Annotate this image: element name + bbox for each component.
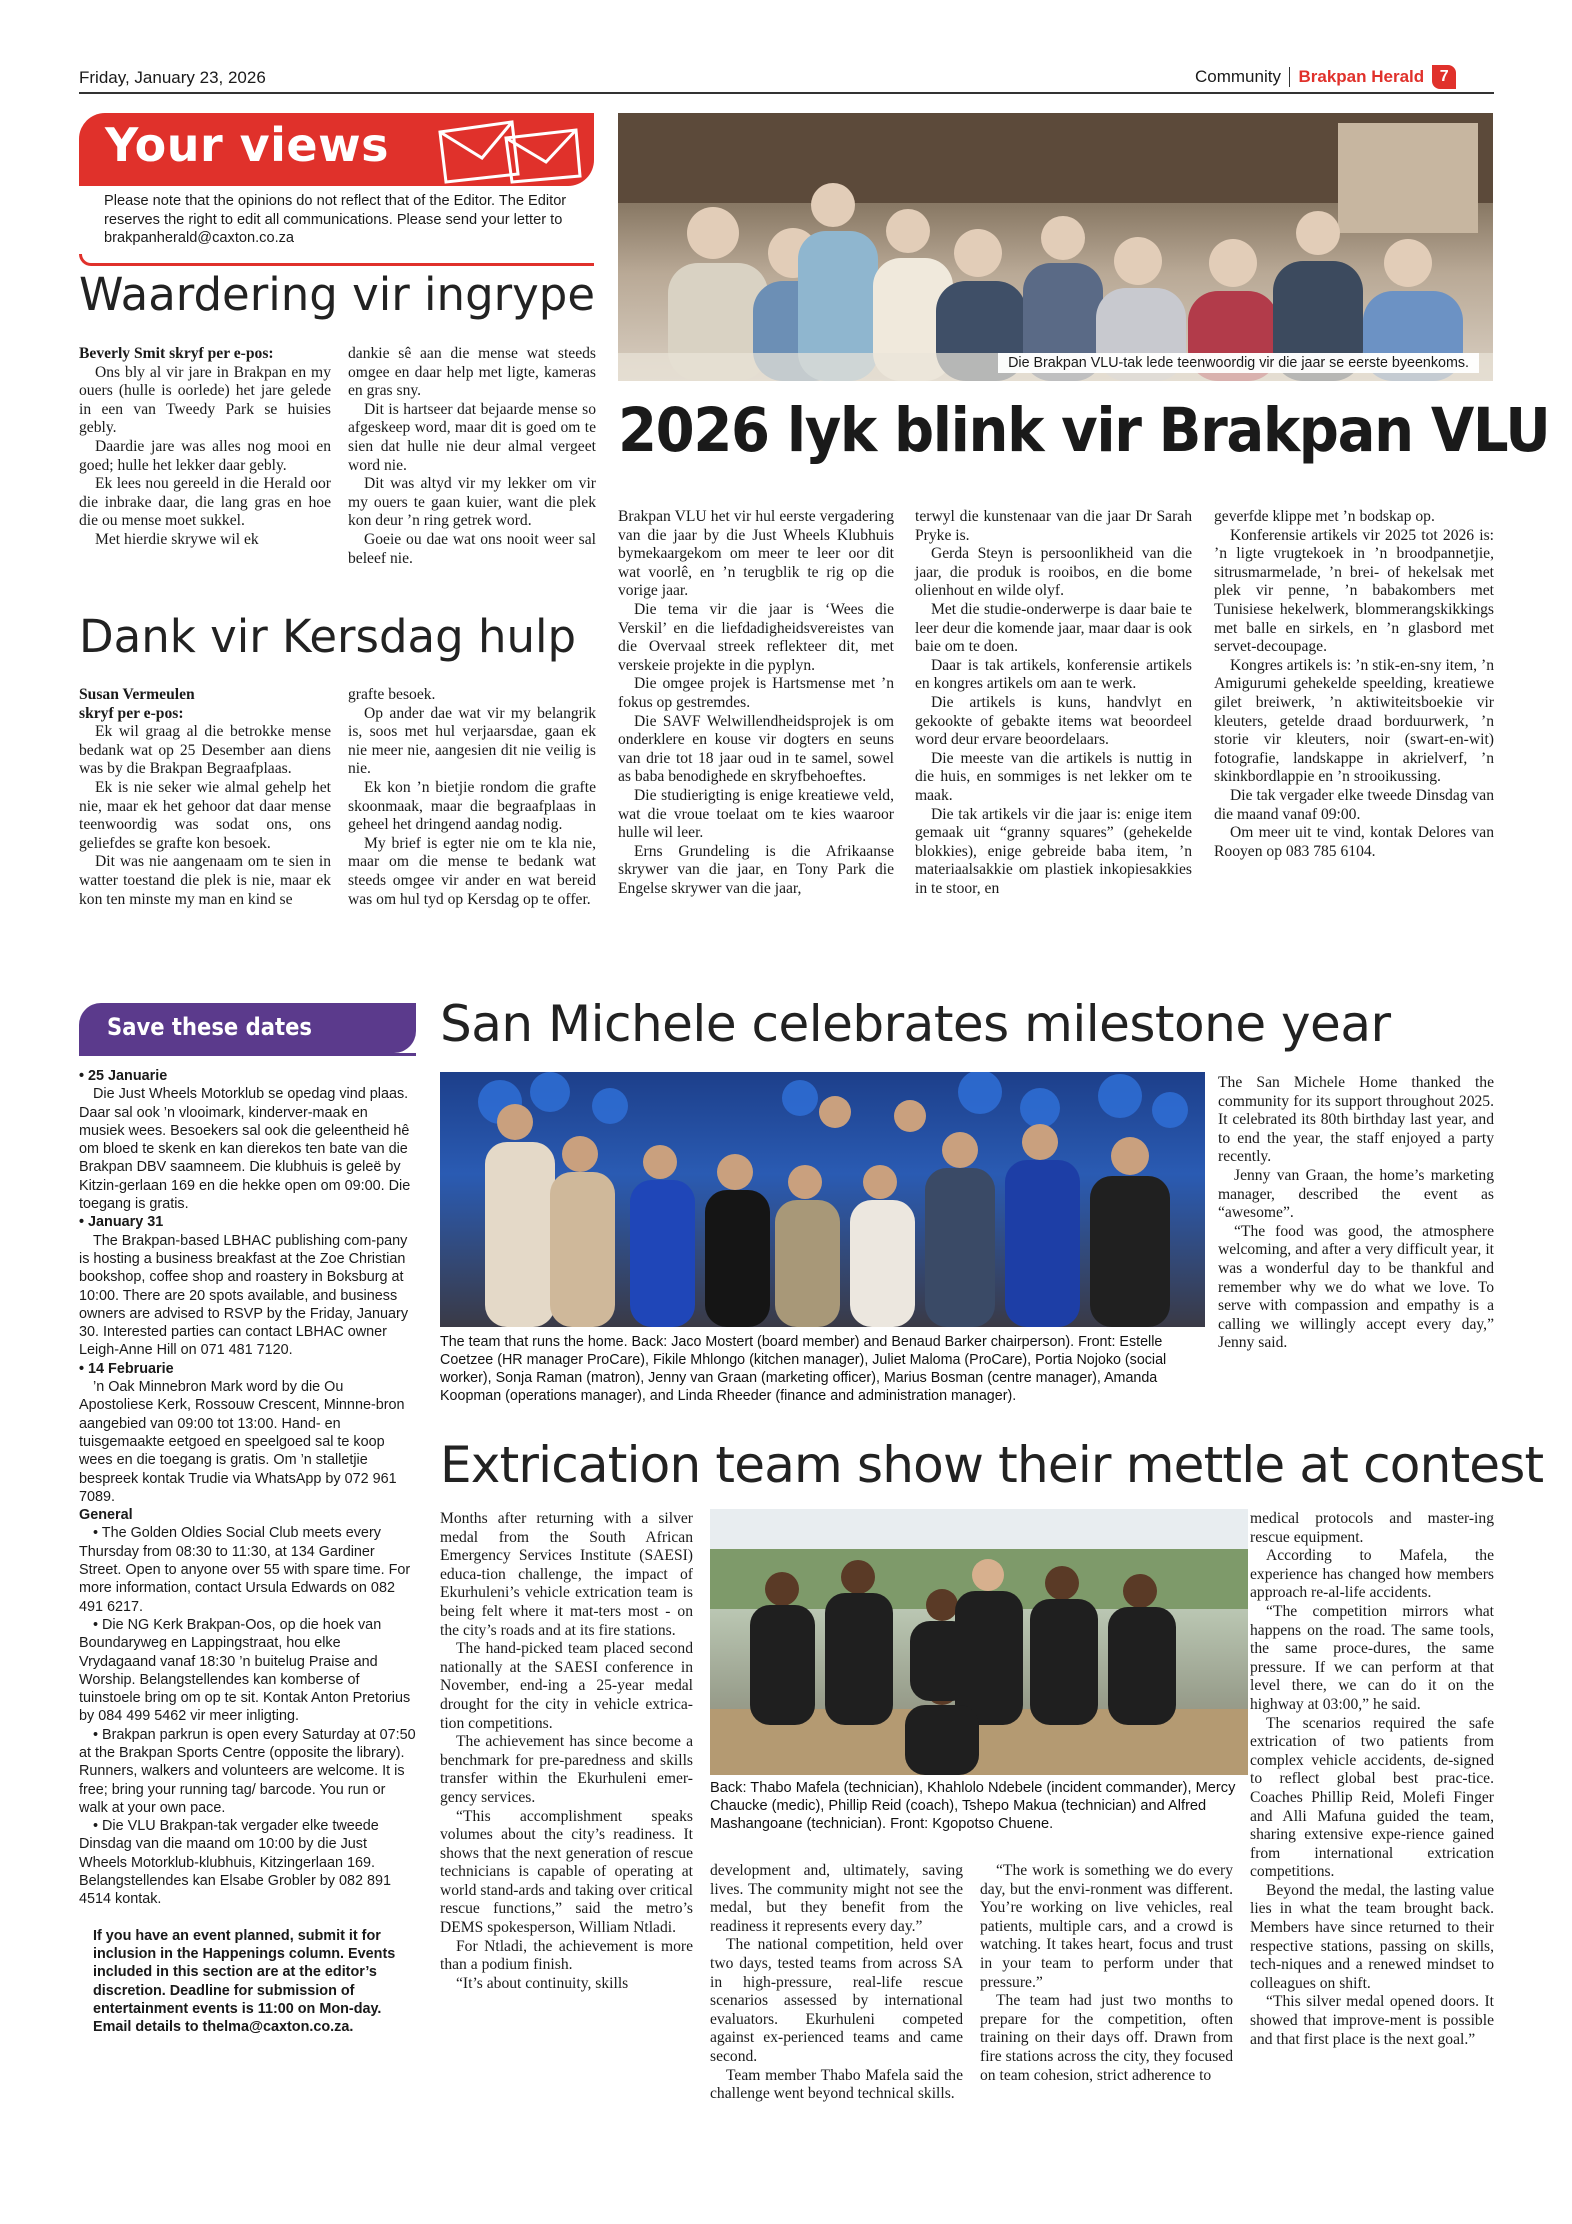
date-heading: • 14 Februarie <box>79 1360 174 1377</box>
date-heading: • January 31 <box>79 1214 164 1231</box>
paragraph: Met die studie-onderwerpe is daar baie te leer deur die komende jaar, maar daar is ook baie om te doen. <box>915 600 1192 656</box>
extrication-col4 <box>1250 1510 1494 2049</box>
paragraph: Beyond the medal, the lasting value lies in what the team brought back. Members have since returned to their respective stations, passing on skills, tech-niques and a renewed mindset to colleagues on shift. <box>1250 1881 1494 1992</box>
rescue-team-illustration <box>710 1509 1248 1775</box>
paragraph: Kongres artikels is: ’n stik-en-sny item, ’n Amigurumi gehekelde speelding, kreatiewe gilet breiwerk, ’n aktiwiteitsboekie vir kleuters, getelde draad borduurwerk, ’n storie vir kleuters, noir (swart-en-wit) fotografie, landskappe in akrielverf, ’n skinkbordlappie en ’n strooikussing. <box>1214 656 1494 786</box>
sanmichele-body <box>1218 1074 1494 1353</box>
sanmichele-caption: The team that runs the home. Back: Jaco Mostert (board member) and Benaud Barker chairperson). Front: Estelle Coetzee (HR manager ProCare), Fikile Mhlongo (kitchen manager), Juliet Maloma (ProCare), Portia Nojoko (social worker), Sonja Raman (matron), Jenny van Graan (marketing officer), Marius Bosman (centre manager), Amanda Koopman (operations manager), and Linda Rheeder (finance and administration manager). <box>440 1334 1167 1404</box>
paragraph: Ek wil graag al die betrokke mense bedank wat op 25 Desember aan diens was by die Brakpan Begraafplaas. <box>79 723 331 778</box>
date-heading: • 25 Januarie <box>79 1068 168 1084</box>
vlu-col1 <box>618 508 894 898</box>
vlu-photo <box>618 113 1493 381</box>
extrication-headline: Extrication team show their mettle at contest <box>440 1436 1544 1494</box>
vlu-col2 <box>915 508 1192 898</box>
paragraph: Brakpan VLU het vir hul eerste vergadering van die jaar by die Just Wheels Klubhuis bymekaargekom om meer te leer oor dit wat voorlê, en ’n terugblik te rig op die vorige jaar. <box>618 508 894 600</box>
paragraph: My brief is egter nie om te kla nie, maar om die mense te bedank wat steeds omgee vir ander en wat bereid was om hul tyd op Kersdag op te offer. <box>348 834 596 908</box>
letter1-headline: Waardering vir ingrype <box>79 268 596 321</box>
save-dates-banner <box>79 1003 416 1053</box>
paragraph: Ek is nie seker wie almal gehelp het nie, maar ek het gehoor dat daar mense teenwoordig was sodat ons, ons geliefdes se grafte kon besoek. <box>79 778 331 852</box>
paper-name: Brakpan Herald <box>1298 67 1425 86</box>
header-rule <box>79 92 1494 94</box>
date-body: • Brakpan parkrun is open every Saturday at 07:50 at the Brakpan Sports Centre (opposite the library). Runners, walkers and volunteers are welcome. It is free; bring your running tag/ barcode. You run or walk at your own pace. <box>79 1726 416 1816</box>
extrication-col3 <box>980 1862 1233 2085</box>
sanmichele-photo <box>440 1072 1205 1327</box>
save-dates-title: Save these dates <box>107 1013 312 1041</box>
paragraph: Ons bly al vir jare in Brakpan en my ouers (hulle is oorlede) het jare gelede in een van Tweedy Park se huisies gebly. <box>79 363 331 437</box>
paragraph: The San Michele Home thanked the community for its support throughout 2025. It celebrated its 80th birthday last year, and to end the year, the staff enjoyed a party recently. <box>1218 1074 1494 1166</box>
paragraph: Die tema vir die jaar is ‘Wees die Verskil’ en die liefdadigheidsvereistes van die Overvaal streek reflekteer dit, met verskeie projekte in die pyplyn. <box>618 600 894 674</box>
paragraph: Die studierigting is enige kreatiewe veld, wat die vroue toelaat om te kies waaroor hulle wil leer. <box>618 786 894 842</box>
save-dates-list <box>79 1067 416 2036</box>
letter1-col2 <box>348 345 596 568</box>
extrication-photo <box>710 1509 1248 1775</box>
vlu-col3 <box>1214 508 1494 861</box>
date-body: • The Golden Oldies Social Club meets every Thursday from 08:30 to 11:30, at 134 Gardiner Street. Open to anyone over 55 with spare time. For more information, contact Ursula Edwards on 082 491 6217. <box>79 1525 411 1615</box>
sanmichele-headline: San Michele celebrates milestone year <box>440 995 1391 1053</box>
paragraph: Team member Thabo Mafela said the challenge went beyond technical skills. <box>710 2066 963 2103</box>
header-masthead <box>1195 64 1456 90</box>
paragraph: The scenarios required the safe extrication of two patients from complex vehicle accidents, de-signed to reflect global best prac-tice. Coaches Phillip Reid, Molefi Finger and Alli Mafuna guided the team, sharing extensive expe-rience gained from international extrication competitions. <box>1250 1714 1494 1881</box>
paragraph: Daar is tak artikels, konferensie artikels en kongres artikels om aan te werk. <box>915 656 1192 693</box>
letter1-byline: Beverly Smit skryf per e-pos: <box>79 345 274 362</box>
paragraph: Die tak artikels vir die jaar is: enige item gemaak uit “granny squares” (gehekelde blokkies), enige gebreide baba item, ’n materiaalsakkie om plastiek inkopiesakkies in te stoor, en <box>915 805 1192 897</box>
letter2-headline: Dank vir Kersdag hulp <box>79 610 577 663</box>
letter1-col1 <box>79 345 331 550</box>
paragraph: grafte besoek. <box>348 686 436 703</box>
page-date: Friday, January 23, 2026 <box>79 68 266 87</box>
paragraph: Op ander dae wat vir my belangrik is, soos met hul verjaarsdae, gaan ek nie meer nie, aangesien dit nie veilig is nie. <box>348 704 596 778</box>
paragraph: “The work is something we do every day, but the envi-ronment was different. You’re working on live vehicles, real patients, multiple cars, and a crowd is watching. It takes heart, focus and trust in your team to perform under that pressure.” <box>980 1862 1233 1991</box>
your-views-note: Please note that the opinions do not reflect that of the Editor. The Editor reserves the right to edit all communications. Please send your letter to brakpanherald@caxton.co.za <box>104 193 567 246</box>
letter2-byline: skryf per e-pos: <box>79 704 184 722</box>
date-body: ’n Oak Minnebron Mark word by die Ou Apostoliese Kerk, Rossouw Crescent, Minnne-bron aangebied van 09:00 tot 13:00. Hand- en tuisgemaakte eetgoed en speelgoed sal te koop wees en die toegang is gratis. Om ’n stalletjie bespreek kontak Trudie via WhatsApp by 072 961 7089. <box>79 1379 405 1505</box>
paragraph: The national competition, held over two days, tested teams from across SA in high-pressure, real-life rescue scenarios assessed by international evaluators. Ekurhuleni competed against ex-perienced teams and came second. <box>710 1936 963 2065</box>
your-views-title: Your views <box>105 118 389 172</box>
your-views-banner <box>79 113 594 186</box>
date-heading: General <box>79 1507 133 1524</box>
paragraph: dankie sê aan die mense wat steeds omgee en daar help met ligte, kameras en gras sny. <box>348 345 596 400</box>
paragraph: “This silver medal opened doors. It showed that improve-ment is possible and that first place is the next goal.” <box>1250 1993 1494 2048</box>
extrication-col2 <box>710 1862 963 2104</box>
paragraph: “This accomplishment speaks volumes about the city’s readiness. It shows that the next generation of rescue technicians is capable of operating at world stand-ards and taking over critical rescue functions,” said the metro’s DEMS spokesperson, William Ntladi. <box>440 1807 693 1937</box>
paragraph: Goeie ou dae wat ons nooit weer sal beleef nie. <box>348 530 596 567</box>
paragraph: The hand-picked team placed second nationally at the SAESI conference in November, end-ing a 25-year medal drought for the city in vehicle extrica-tion competitions. <box>440 1640 693 1732</box>
envelope-icon <box>434 116 584 186</box>
date-body: • Die VLU Brakpan-tak vergader elke tweede Dinsdag van die maand om 10:00 by die Just Wheels Motorklub-klubhuis, Kitzingerlaan 169. Belangstellendes kan Elsabe Grobler by 082 891 4514 kontak. <box>79 1818 392 1908</box>
paragraph: Met hierdie skrywe wil ek <box>95 530 259 548</box>
letter2-col1 <box>79 686 331 909</box>
page-number: 7 <box>1432 65 1456 89</box>
paragraph: “The food was good, the atmosphere welcoming, and after a very difficult year, it was a wonderful day to be thankful and remember why we do what we love. To serve with compassion and empathy is a calling we willingly accept every day,” Jenny said. <box>1218 1222 1494 1352</box>
paragraph: Die tak vergader elke tweede Dinsdag van die maand vanaf 09:00. <box>1214 786 1494 823</box>
section-name: Community <box>1195 67 1281 86</box>
dates-footer: If you have an event planned, submit it for inclusion in the Happenings column. Events included in this section are at the editor’s discretion. Deadline for submission of entertainment events is 11:00 on Mon-day. Email details to thelma@caxton.co.za. <box>93 1927 396 2036</box>
paragraph: development and, ultimately, saving lives. The community might not see the medal, but they benefit from the readiness it represents every day.” <box>710 1862 963 1935</box>
vlu-caption: Die Brakpan VLU-tak lede teenwoordig vir die jaar se eerste byeenkoms. <box>1008 355 1469 371</box>
paragraph: Months after returning with a silver medal from the South African Emergency Services Institute (SAESI) educa-tion challenge, the impact of Ekurhuleni’s vehicle extrication team is being felt where it mat-ters most - on the city’s roads and at its fire stations. <box>440 1510 693 1639</box>
paragraph: terwyl die kunstenaar van die jaar Dr Sarah Pryke is. <box>915 508 1192 544</box>
date-body: Die Just Wheels Motorklub se opedag vind plaas. Daar sal ook ’n vlooimark, kinderver-maak en musiek wees. Besoekers sal ook die geleentheid hê om bloed te skenk en kan dierekos ten bate van die Brakpan DBV saamneem. Die klubhuis is geleë by Kitzin-gerlaan 169 en die hekke open om 09:00. Die toegang is gratis. <box>79 1086 411 1213</box>
paragraph: “It’s about continuity, skills <box>456 1974 629 1992</box>
paragraph: Ek kon ’n bietjie rondom die grafte skoonmaak, maar die begraafplaas in geheel het dringend aandag nodig. <box>348 778 596 834</box>
date-body: • Die NG Kerk Brakpan-Oos, op die hoek van Boundaryweg en Lappingstraat, hou elke Vrydagaand vanaf 18:30 ’n buitelug Praise and Worship. Belangstellendes kan komberse of tuinstoele bring om op te sit. Kontak Anton Pretorius by 084 499 5462 vir meer inligting. <box>79 1616 411 1725</box>
paragraph: Die artikels is kuns, handvlyt en gekookte of gebakte items wat beoordeel word deur ervare beoordelaars. <box>915 693 1192 749</box>
team-photo-illustration <box>440 1072 1205 1327</box>
paragraph: Gerda Steyn is persoonlikheid van die jaar, die produk is rooibos, en die bome olienhout en wilde olyf. <box>915 545 1192 600</box>
paragraph: Konferensie artikels vir 2025 tot 2026 is: ’n ligte vrugtekoek in ’n broodpannetjie, sitrusmarmelade, ’n brei- of hekelsak met plek vir penne, ’n babakombers met Tunisiese hekelwerk, blommerangskikkings met balle en sirkels, en ’n glasbord met servet-decoupage. <box>1214 526 1494 656</box>
paragraph: Daardie jare was alles nog mooi en goed; hulle het lekker daar gebly. <box>79 437 331 474</box>
group-photo-illustration <box>618 113 1493 381</box>
paragraph: Ek lees nou gereeld in die Herald oor die inbrake daar, die lang gras en hoe die ou mense moet sukkel. <box>79 475 331 530</box>
paragraph: Dit was altyd vir my lekker om vir my ouers te gaan kuier, want die plek kon deur ’n ring getrek word. <box>348 475 596 530</box>
letter2-col2 <box>348 686 596 909</box>
paragraph: The team had just two months to prepare for the competition, often training on their days off. Drawn from fire stations across the city, they focused on team cohesion, strict adherence to <box>980 1992 1233 2084</box>
paragraph: Erns Grundeling is die Afrikaanse skrywer van die jaar, en Tony Park die Engelse skrywer van die jaar, <box>618 842 894 897</box>
paragraph: Om meer uit te vind, kontak Delores van Rooyen op 083 785 6104. <box>1214 824 1494 860</box>
paragraph: Dit was nie aangenaam om te sien in watter toestand die plek is nie, maar ek kon ten minste my man en kind se <box>79 853 331 908</box>
extrication-caption: Back: Thabo Mafela (technician), Khahlolo Ndebele (incident commander), Mercy Chaucke (medic), Phillip Reid (coach), Tshepo Makua (technician) and Alfred Mashangoane (technician). Front: Kgopotso Chuene. <box>710 1780 1236 1833</box>
paragraph: geverfde klippe met ’n bodskap op. <box>1214 508 1435 525</box>
paragraph: The achievement has since become a benchmark for pre-paredness and skills transfer within the Ekurhuleni emer-gency services. <box>440 1733 693 1806</box>
vlu-headline: 2026 lyk blink vir Brakpan VLU <box>618 395 1550 466</box>
paragraph: Die omgee projek is Hartsmense met ’n fokus op gestremdes. <box>618 675 894 711</box>
header-divider <box>1289 67 1291 87</box>
paragraph: According to Mafela, the experience has changed how members approach re-al-life accidents. <box>1250 1547 1494 1602</box>
letter2-byline: Susan Vermeulen <box>79 686 195 703</box>
paragraph: medical protocols and master-ing rescue equipment. <box>1250 1510 1494 1546</box>
paragraph: Jenny van Graan, the home’s marketing manager, described the event as “awesome”. <box>1218 1166 1494 1222</box>
paragraph: For Ntladi, the achievement is more than a podium finish. <box>440 1937 693 1974</box>
vlu-caption-box <box>998 353 1479 373</box>
your-views-rule <box>79 254 594 266</box>
extrication-col1 <box>440 1510 693 1993</box>
paragraph: Dit is hartseer dat bejaarde mense so afgeskeep word, maar dit is goed om te sien dat hulle nie deur almal vergeet word nie. <box>348 400 596 474</box>
save-dates-rule <box>79 1053 416 1056</box>
date-body: The Brakpan-based LBHAC publishing com-pany is hosting a business breakfast at the Zoe Christian bookshop, coffee shop and roastery in Boksburg at 10:00. There are 20 spots available, and business owners are advised to RSVP by the Friday, January 30. Interested parties can contact LBHAC owner Leigh-Anne Hill on 071 481 7120. <box>79 1232 409 1359</box>
paragraph: Die meeste van die artikels is nuttig in die huis, en sommiges is net lekker om te maak. <box>915 749 1192 804</box>
paragraph: Die SAVF Welwillendheidsprojek is om onderklere en kouse vir dogters en seuns van drie tot 18 jaar oud in te samel, sowel as baba benodighede en skryfbehoeftes. <box>618 712 894 786</box>
paragraph: “The competition mirrors what happens on the road. The same tools, the same proce-dures, the same pressure. If we can perform at that level there, we can do it on the highway at 03:00,” he said. <box>1250 1602 1494 1713</box>
